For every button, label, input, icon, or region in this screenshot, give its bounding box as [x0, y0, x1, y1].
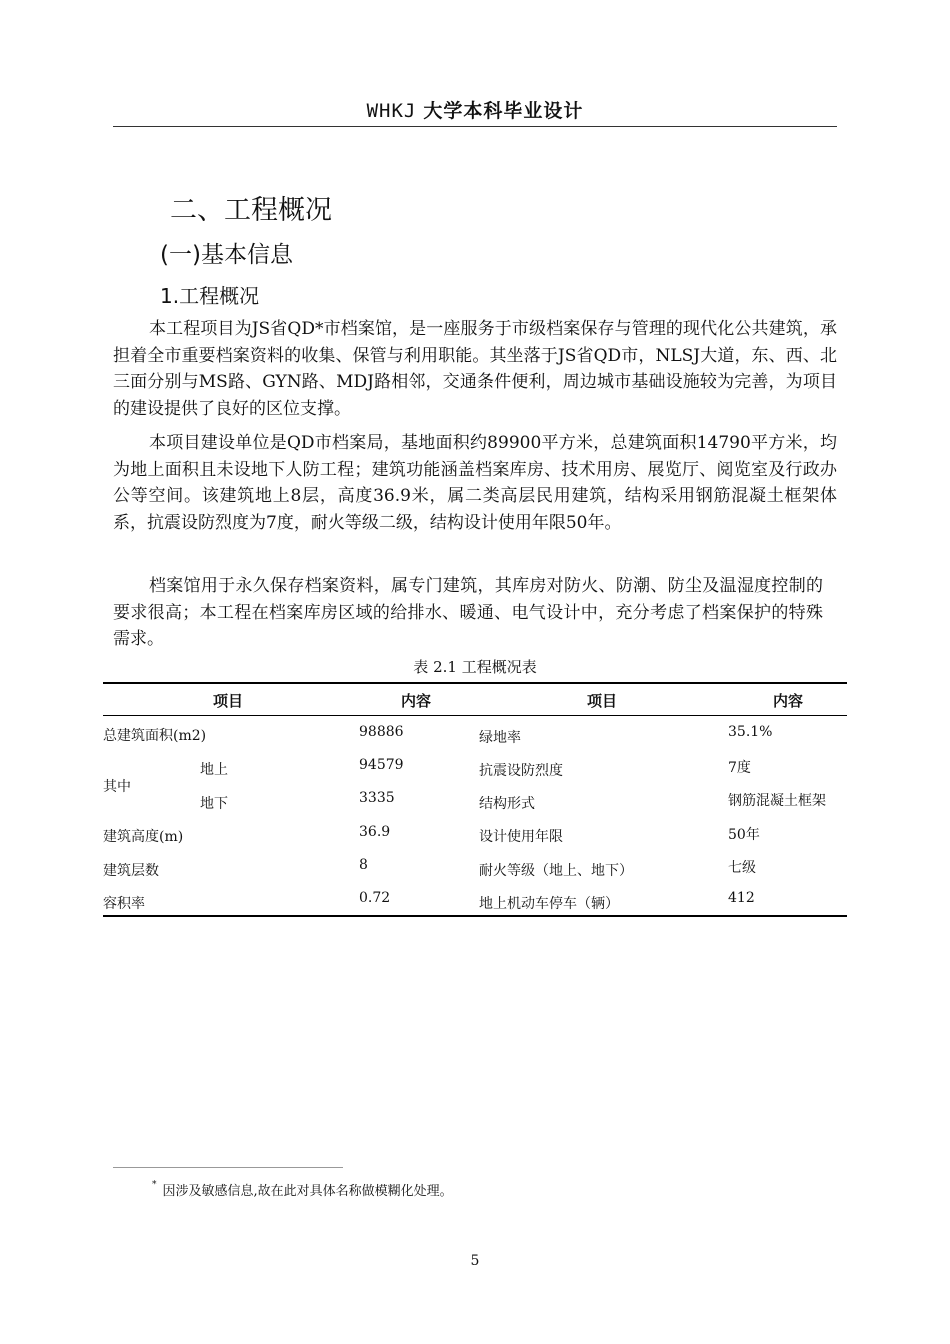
- header-content-2: 内容: [773, 692, 804, 710]
- table-caption: 表 2.1 工程概况表: [413, 658, 537, 676]
- paragraph-requirements: 档案馆用于永久保存档案资料，属专门建筑，其库房对防火、防潮、防尘及温湿度控制的要求很高；本工程在档案库房区域的给排水、暖通、电气设计中，充分考虑了档案保护的特殊需求。: [113, 576, 823, 649]
- table-cell: 抗震设防烈度: [479, 763, 563, 779]
- table-cell: 设计使用年限: [479, 829, 563, 845]
- table-cell: 建筑层数: [103, 863, 159, 879]
- header-title: 大学本科毕业设计: [423, 100, 584, 122]
- footnote: [152, 1180, 453, 1199]
- table-bottom-rule: [103, 915, 847, 917]
- table-cell: 七级: [728, 860, 756, 876]
- table-cell: 总建筑面积(m2): [103, 728, 207, 744]
- paragraph-scale: 本项目建设单位是QD市档案局，基地面积约89900平方米，总建筑面积14790平方米，均为地上面积且未设地下人防工程；建筑功能涵盖档案库房、技术用房、展览厅、阅览室及行政办公等空间。该建筑地上8层，高度36.9米，属二类高层民用建筑，结构采用钢筋混凝土框架体系，抗震设防烈度为7度，耐火等级二级，结构设计使用年限50年。: [113, 433, 837, 533]
- footnote-mark: *: [152, 1180, 157, 1190]
- table-cell: 50年: [728, 827, 760, 843]
- table-cell: 98886: [359, 724, 404, 740]
- page-header: [113, 96, 837, 123]
- header-item-1: 项目: [213, 692, 244, 710]
- header-divider: [113, 126, 837, 127]
- table-cell: 地下: [200, 796, 228, 812]
- page-number: 5: [470, 1253, 480, 1269]
- subsection-heading: (一)基本信息: [160, 242, 293, 268]
- table-cell-group: 其中: [103, 779, 131, 795]
- table-cell: 7度: [728, 760, 751, 776]
- table-cell: 地上: [200, 762, 228, 778]
- table-cell: 地上机动车停车（辆）: [479, 896, 619, 912]
- header-item-2: 项目: [587, 692, 618, 710]
- header-content-1: 内容: [401, 692, 432, 710]
- table-cell: 钢筋混凝土框架: [728, 793, 826, 809]
- table-cell: 建筑高度(m): [103, 829, 184, 845]
- table-cell: 耐火等级（地上、地下）: [479, 863, 633, 879]
- footnote-text: 因涉及敏感信息,故在此对具体名称做模糊化处理。: [162, 1184, 453, 1199]
- section-heading: 二、工程概况: [170, 195, 332, 226]
- header-latin: WHKJ: [366, 100, 417, 122]
- table-header-rule: [103, 715, 847, 716]
- table-cell: 94579: [359, 757, 404, 773]
- table-cell: 绿地率: [479, 730, 521, 746]
- table-cell: 8: [359, 857, 368, 873]
- table-top-rule: [103, 682, 847, 684]
- paragraph-location: 本工程项目为JS省QD*市档案馆，是一座服务于市级档案保存与管理的现代化公共建筑，承担着全市重要档案资料的收集、保管与利用职能。其坐落于JS省QD市，NLSJ大道，东、西、北三面分别与MS路、GYN路、MDJ路相邻，交通条件便利，周边城市基础设施较为完善，为项目的建设提供了良好的区位支撑。: [113, 319, 837, 419]
- table-cell: 容积率: [103, 896, 145, 912]
- subsubsection-heading: 1.工程概况: [160, 284, 260, 308]
- table-cell: 35.1%: [728, 724, 773, 740]
- table-cell: 36.9: [359, 824, 391, 840]
- table-cell: 结构形式: [479, 796, 535, 812]
- table-cell: 412: [728, 890, 755, 906]
- table-cell: 3335: [359, 790, 395, 806]
- footnote-divider: [113, 1167, 343, 1168]
- table-cell: 0.72: [359, 890, 391, 906]
